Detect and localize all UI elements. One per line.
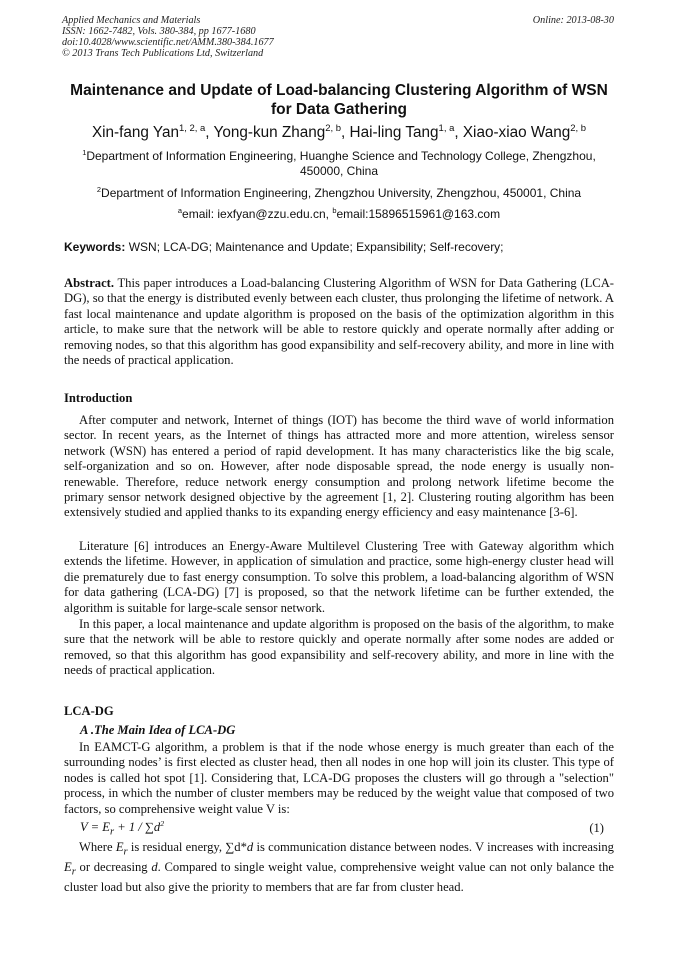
journal-name: Applied Mechanics and Materials: [62, 15, 201, 26]
equation-1: $V = E_r + 1 / \sum d^2$: [80, 818, 165, 838]
abstract: [64, 276, 614, 368]
author-name: Yong-kun Zhang: [213, 124, 326, 141]
author-name: Xin-fang Yan: [91, 124, 179, 141]
affiliation-1: $^1$Department of Information Engineering, Huanghe Science and Technology College, Zhengzhou, 450000, China: [82, 148, 596, 178]
author-name: Xiao-xiao Wang: [462, 124, 571, 141]
intro-paragraph-2: Literature [6] introduces an Energy-Aware Multilevel Clustering Tree with Gateway algorithm which extends the lifetime. However, in application of simulation and practice, some high-energy cluster head will die prematurely due to fast energy consumption. To solve this problem, a load-balancing algorithm of WSN for data gathering (LCA-DG) [7] is proposed, so that the network lifetime can be further extended, the algorithm is suitable for large-scale sensor network.: [64, 539, 614, 615]
intro-paragraph-3: In this paper, a local maintenance and update algorithm is proposed on the basis of the algorithm, to make sure that the network will be able to restore quickly and operate normally after some nodes are added or removed, so that this algorithm has good expansibility and self-recovery ability, and more in line with the needs of practical application.: [64, 617, 614, 678]
author-affil-sup: 1, a: [438, 122, 455, 134]
lcadg-paragraph-2: Where $E_r$ is residual energy, ∑d*d is communication distance between nodes. V increases with increasing $E_r$ or decreasing d. Compared to single weight value, comprehensive weight value can not only balance the cluster load but also give the priority to members that are far from cluster head.: [64, 840, 614, 894]
author-list: Xin-fang Yan$^{1, 2, a}$, Yong-kun Zhang$^{2, b}$, Hai-ling Tang$^{1, a}$, Xiao-xiao Wang$^{2, b}$: [91, 122, 587, 141]
lcadg-paragraph-1: In EAMCT-G algorithm, a problem is that if the node whose energy is much greater than each of the surrounding nodes’ is first elected as cluster head, then all nodes in one hop will join its cluster. This type of nodes is called hot spot [1]. Considering that, LCA-DG proposes the clusters will go through a "selection" process, in which the number of cluster members may be reduced by the weight value that composed of two factors, so comprehensive weight value V is:: [64, 740, 614, 816]
doi-line: doi:10.4028/www.scientific.net/AMM.380-384.1677: [62, 37, 274, 48]
email-line: $^a$email: iexfyan@zzu.edu.cn, $^b$email:15896515961@163.com: [177, 206, 501, 221]
section-heading-lcadg: LCA-DG: [64, 704, 114, 718]
author-affil-sup: 1, 2, a: [178, 122, 206, 134]
keywords-text: WSN; LCA-DG; Maintenance and Update; Expansibility; Self-recovery;: [125, 240, 504, 254]
journal-header: [62, 15, 274, 59]
affiliation-2: $^2$Department of Information Engineering, Zhengzhou University, Zhengzhou, 450001, China: [96, 185, 582, 200]
intro-paragraph-1: After computer and network, Internet of things (IOT) has become the third wave of world information sector. In recent years, as the Internet of things has attracted more and more attention, wireless sensor network (WSN) has entered a period of rapid development. It has many characteristics like the big scale, self-organization and so on. However, after node disposable spread, the node energy is usually non-renewable. Therefore, reduce network energy consumption and prolong network lifetime become the primary sensor network designed objective by the agreement [1, 2]. Clustering routing algorithm has been extensively studied and applied thanks to its expanding energy efficiency and easy maintenance [3-6].: [64, 413, 614, 520]
subsection-heading: A .The Main Idea of LCA-DG: [80, 723, 236, 737]
issn-line: ISSN: 1662-7482, Vols. 380-384, pp 1677-1680: [62, 26, 256, 37]
equation-number: (1): [589, 821, 604, 835]
abstract-label: Abstract.: [64, 276, 115, 290]
abstract-text: This paper introduces a Load-balancing Clustering Algorithm of WSN for Data Gathering (LCA-DG), so that the energy is distributed evenly between each cluster, thus prolonging the lifetime of network. A fast local maintenance and update algorithm is proposed on the basis of the optimization algorithm in this article, to make sure that the network will be able to restore quickly and operate normally after adding or removing nodes, so that this algorithm has good expansibility and self-recovery ability, and more in line with the needs of practical application.: [64, 276, 614, 368]
author-name: Hai-ling Tang: [349, 124, 439, 141]
online-date: Online: 2013-08-30: [532, 15, 614, 26]
keywords: [64, 240, 614, 255]
copyright-line: © 2013 Trans Tech Publications Ltd, Switzerland: [62, 48, 264, 59]
paper-title: Maintenance and Update of Load-balancing Clustering Algorithm of WSN for Data Gathering: [70, 82, 608, 118]
keywords-label: Keywords:: [64, 240, 126, 254]
author-affil-sup: 2, b: [325, 122, 342, 134]
author-affil-sup: 2, b: [570, 122, 587, 134]
section-heading-introduction: Introduction: [64, 391, 133, 405]
